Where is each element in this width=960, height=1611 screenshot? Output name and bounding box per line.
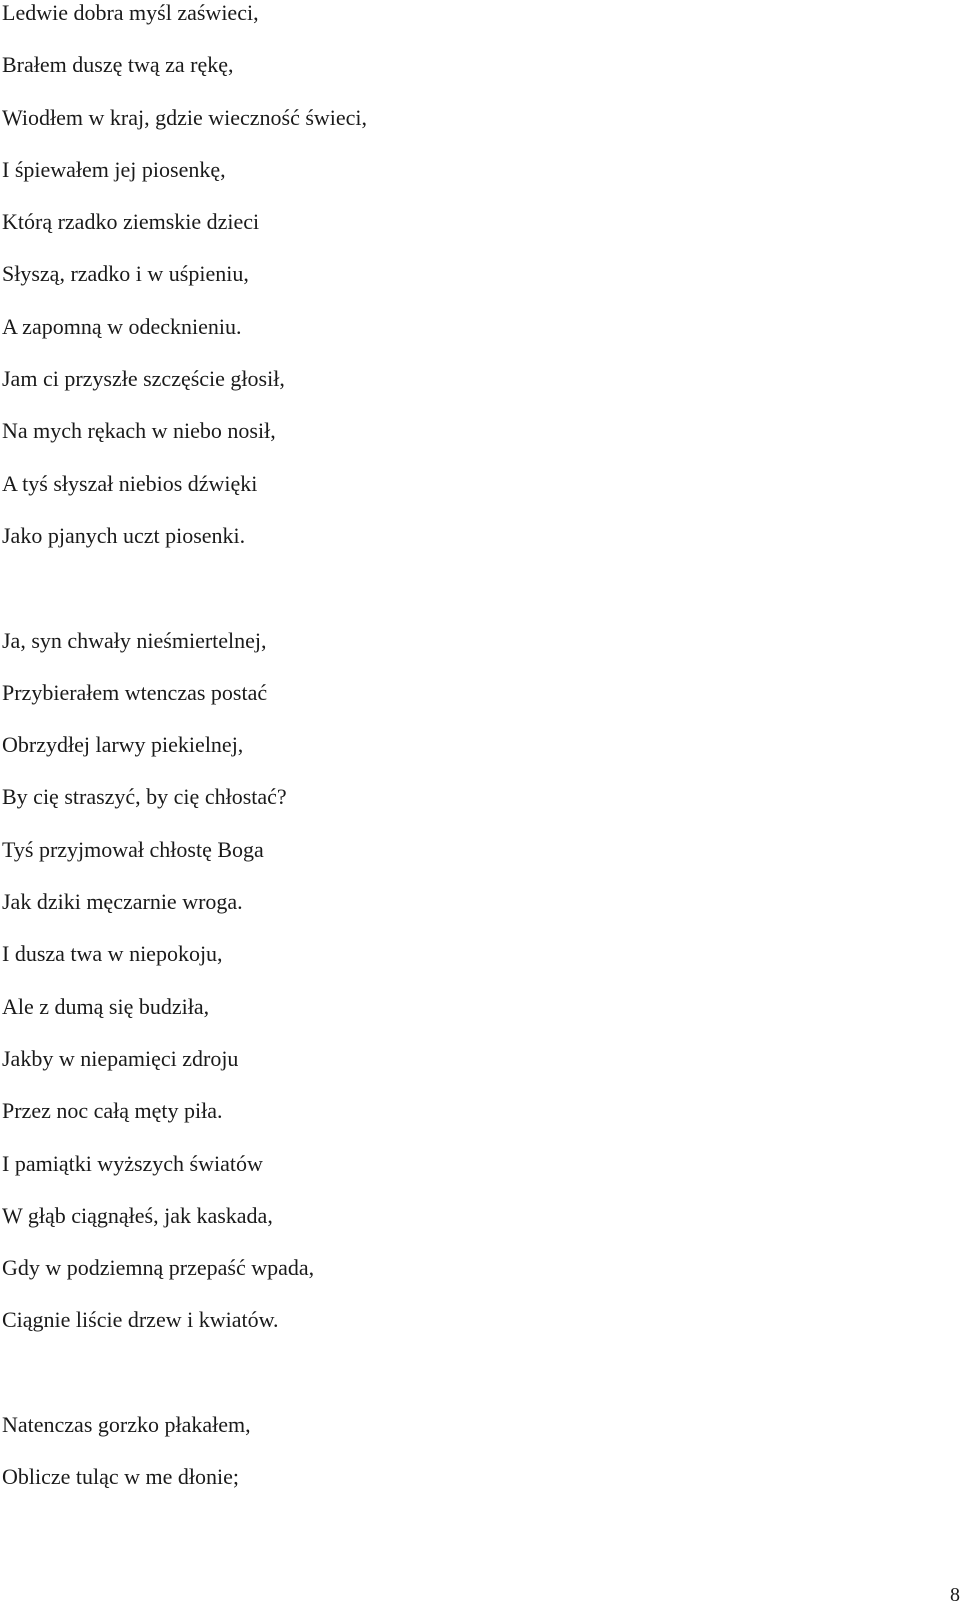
poem-text	[2, 0, 942, 1517]
poem-line: Brałem duszę twą za rękę,	[2, 52, 234, 78]
poem-line: Ja, syn chwały nieśmiertelnej,	[2, 627, 267, 653]
poem-line: Jakby w niepamięci zdroju	[2, 1045, 239, 1071]
poem-line: Jak dziki męczarnie wroga.	[2, 889, 243, 915]
poem-line: I śpiewałem jej piosenkę,	[2, 156, 226, 182]
poem-line: Przez noc całą męty piła.	[2, 1098, 223, 1124]
poem-line: Którą rzadko ziemskie dzieci	[2, 209, 260, 235]
poem-line: A tyś słyszał niebios dźwięki	[2, 470, 258, 496]
poem-line: Oblicze tuląc w me dłonie;	[2, 1464, 240, 1490]
poem-line: Jam ci przyszłe szczęście głosił,	[2, 366, 285, 392]
poem-line: Obrzydłej larwy piekielnej,	[2, 732, 244, 758]
stanza-1	[2, 0, 942, 575]
poem-line: By cię straszyć, by cię chłostać?	[2, 784, 287, 810]
page-number: 8	[950, 1584, 960, 1606]
poem-line: I dusza twa w niepokoju,	[2, 941, 223, 967]
poem-line: Słyszą, rzadko i w uśpieniu,	[2, 261, 249, 287]
poem-line: Ledwie dobra myśl zaświeci,	[2, 0, 259, 25]
poem-line: Przybierałem wtenczas postać	[2, 679, 268, 705]
poem-line: A zapomną w odecknieniu.	[2, 313, 242, 339]
poem-line: W głąb ciągnąłeś, jak kaskada,	[2, 1202, 273, 1228]
poem-line: Natenczas gorzko płakałem,	[2, 1412, 251, 1438]
poem-line: Na mych rękach w niebo nosił,	[2, 418, 276, 444]
poem-line: Ciągnie liście drzew i kwiatów.	[2, 1307, 279, 1333]
stanza-3	[2, 1412, 942, 1517]
poem-line: Ale z dumą się budziła,	[2, 993, 210, 1019]
poem-line: I pamiątki wyższych światów	[2, 1150, 263, 1176]
stanza-break	[2, 1360, 942, 1412]
poem-line: Jako pjanych uczt piosenki.	[2, 522, 246, 548]
poem-line: Tyś przyjmował chłostę Boga	[2, 836, 264, 862]
stanza-2	[2, 628, 942, 1360]
stanza-break	[2, 575, 942, 627]
poem-line: Gdy w podziemną przepaść wpada,	[2, 1255, 315, 1281]
poem-line: Wiodłem w kraj, gdzie wieczność świeci,	[2, 104, 368, 130]
